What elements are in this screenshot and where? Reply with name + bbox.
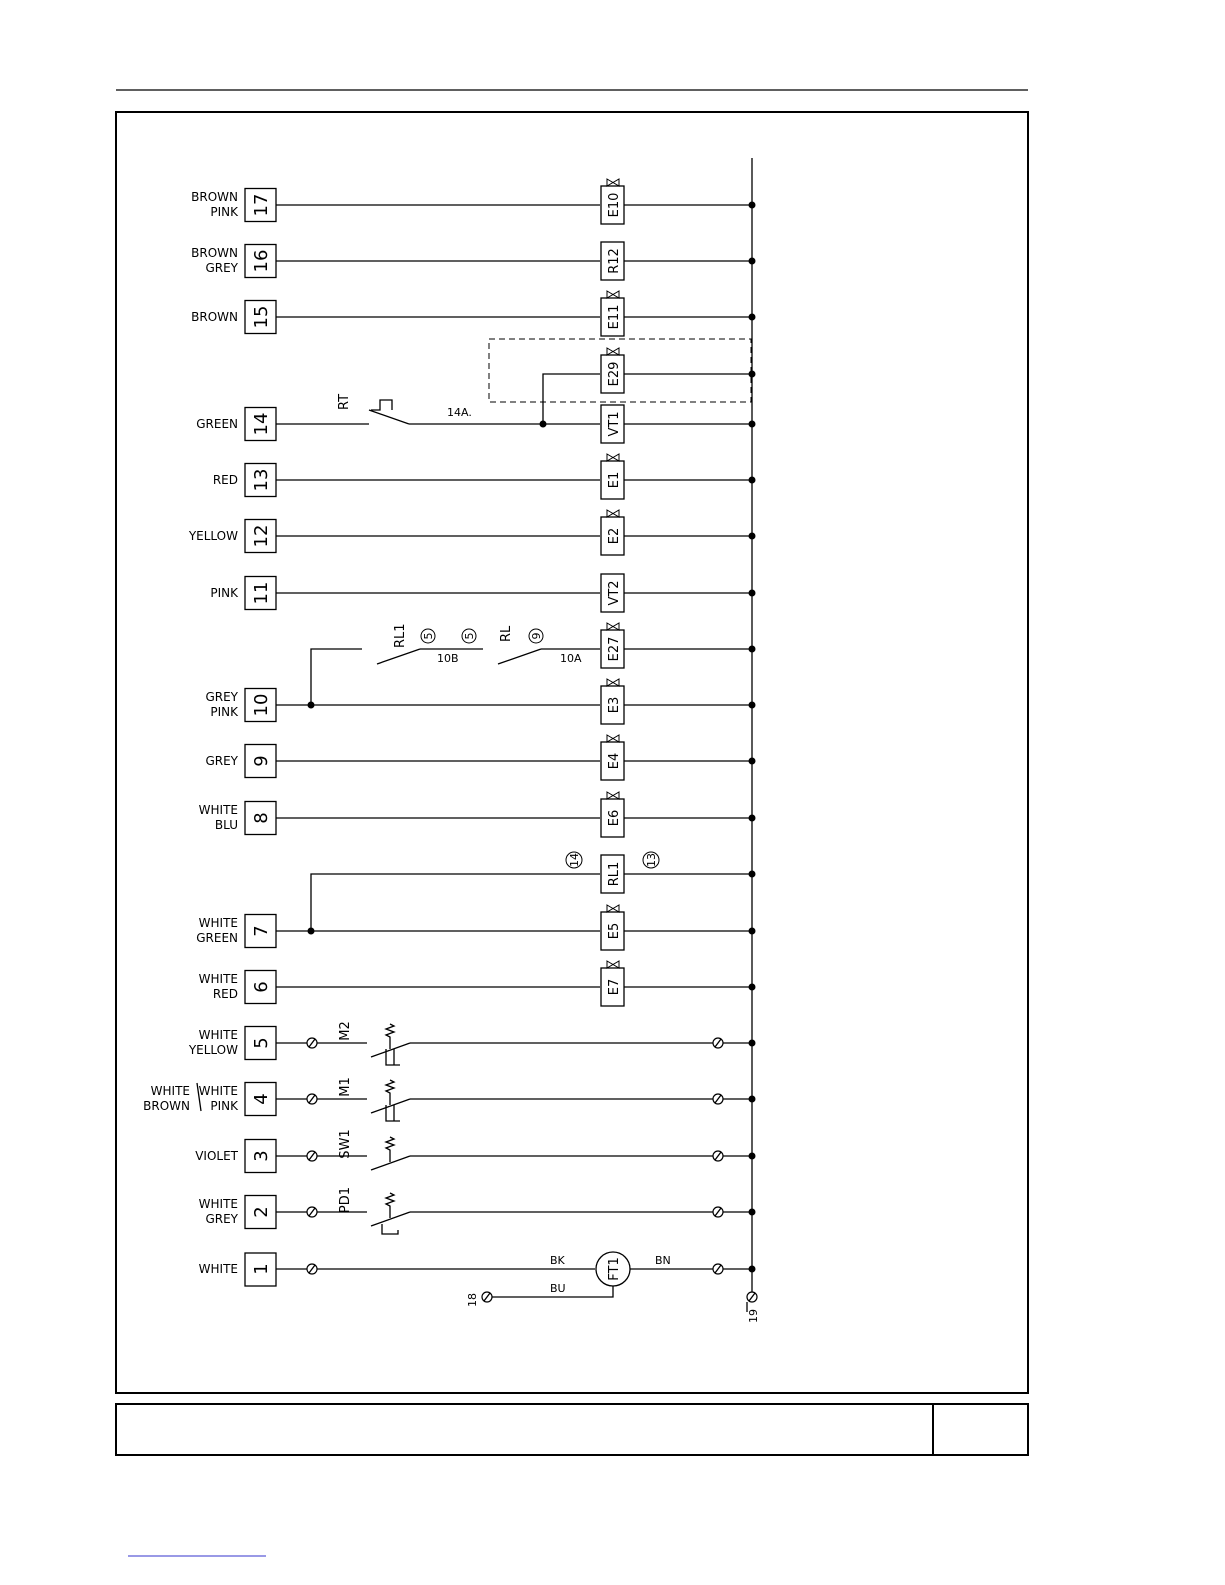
terminal-number: 9 <box>251 755 272 767</box>
junction-dot <box>749 590 756 597</box>
junction-dot <box>308 928 315 935</box>
spring-icon <box>386 1024 394 1049</box>
terminal-number: 15 <box>251 305 272 329</box>
junction-dot <box>749 477 756 484</box>
component-label: E6 <box>607 809 622 827</box>
terminal-number: 5 <box>251 1037 272 1049</box>
rl-label: RL <box>499 625 514 642</box>
wire-colour: GREEN <box>196 931 238 945</box>
switch-row <box>143 1077 755 1121</box>
pin-5b: 5 <box>463 632 476 640</box>
pin-5a: 5 <box>422 632 435 640</box>
wire-colour: RED <box>212 473 238 487</box>
component-label: E1 <box>607 471 622 489</box>
wire-colour: VIOLET <box>195 1149 238 1163</box>
component-label: E10 <box>607 192 622 218</box>
terminal-number: 6 <box>251 981 272 993</box>
junction-dot <box>749 202 756 209</box>
terminal-number: 14 <box>251 412 272 436</box>
rt-thermostat <box>337 394 600 424</box>
bu-label: BU <box>550 1282 566 1295</box>
junction-dot <box>749 815 756 822</box>
component-label: R12 <box>607 248 622 274</box>
circuit-row <box>199 961 756 1006</box>
wire-colour-alt: PINK <box>210 1099 238 1113</box>
valve-icon <box>607 623 619 630</box>
valve-icon <box>607 348 619 355</box>
spring-icon <box>386 1137 394 1162</box>
circuit-row <box>601 855 756 893</box>
component-label: E2 <box>607 527 622 545</box>
wire-colour: WHITE <box>198 972 238 986</box>
ft1-label: FT1 <box>607 1257 622 1281</box>
wire-colour: WHITE <box>150 1084 190 1098</box>
wire-colour: GREEN <box>196 417 238 431</box>
junction-dot <box>749 314 756 321</box>
wire-14a-label: 14A. <box>447 406 472 419</box>
pin-14: 14 <box>568 853 581 867</box>
wire-colour: GREY <box>205 1212 238 1226</box>
component-label: VT2 <box>607 580 622 606</box>
valve-icon <box>607 510 619 517</box>
circuit-row <box>210 574 755 612</box>
wire-colour: WHITE <box>198 1197 238 1211</box>
e29-branch-wire <box>543 374 600 424</box>
rt-label: RT <box>337 393 352 410</box>
valve-icon <box>607 679 619 686</box>
wire-colour: BROWN <box>191 310 238 324</box>
component-label: VT1 <box>607 411 622 437</box>
wire-colour: WHITE <box>198 916 238 930</box>
valve-icon <box>607 735 619 742</box>
junction-dot <box>749 1266 756 1273</box>
component-label: RL1 <box>607 861 622 887</box>
bn-label: BN <box>655 1254 671 1267</box>
valve-icon <box>607 905 619 912</box>
component-label: E27 <box>607 636 622 662</box>
terminal-number: 3 <box>251 1150 272 1162</box>
circuit-row <box>601 348 756 393</box>
wire-colour: PINK <box>210 586 238 600</box>
spring-icon <box>386 1193 394 1218</box>
wire-colour: PINK <box>210 705 238 719</box>
terminal-number: 2 <box>251 1206 272 1218</box>
junction-dot <box>749 1209 756 1216</box>
valve-icon <box>607 291 619 298</box>
valve-icon <box>607 179 619 186</box>
wire-colour: WHITE <box>198 1028 238 1042</box>
switch-label: SW1 <box>338 1129 353 1159</box>
junction-dot <box>749 1153 756 1160</box>
switch-label: M2 <box>338 1021 353 1041</box>
terminal-number: 11 <box>251 581 272 605</box>
terminal-number: 1 <box>251 1263 272 1275</box>
pin-9: 9 <box>530 632 543 640</box>
terminal-number: 13 <box>251 468 272 492</box>
pressure-icon <box>382 1224 398 1234</box>
circuit-row <box>213 454 756 499</box>
valve-icon <box>607 792 619 799</box>
junction-dot <box>308 702 315 709</box>
switch-label: M1 <box>338 1077 353 1097</box>
junction-dot <box>749 702 756 709</box>
junction-dot <box>749 371 756 378</box>
valve-icon <box>607 454 619 461</box>
switch-row <box>195 1129 755 1172</box>
terminal-number: 7 <box>251 925 272 937</box>
circuit-row <box>188 510 756 555</box>
junction-dot <box>749 533 756 540</box>
wire-10b-label: 10B <box>437 652 459 665</box>
junction-dot <box>749 1040 756 1047</box>
wire-colour: RED <box>212 987 238 1001</box>
component-label: E7 <box>607 978 622 996</box>
circuit-row <box>205 679 755 724</box>
junction-dot <box>749 1096 756 1103</box>
switch-row <box>199 1187 756 1234</box>
relay-contacts <box>308 623 601 708</box>
title-block <box>116 1404 1028 1455</box>
wire-colour: BROWN <box>191 190 238 204</box>
terminal-19: 19 <box>747 1309 760 1323</box>
terminal-number: 12 <box>251 524 272 548</box>
wire-colour: WHITE <box>198 1262 238 1276</box>
valve-icon <box>607 961 619 968</box>
wire-colour: PINK <box>210 205 238 219</box>
wire-colour: YELLOW <box>188 529 238 543</box>
junction-dot <box>749 421 756 428</box>
terminal-number: 16 <box>251 249 272 273</box>
wire-colour: GREY <box>205 690 238 704</box>
terminal-number: 8 <box>251 812 272 824</box>
circuit-row <box>205 735 755 780</box>
ft1-row <box>199 1252 760 1323</box>
wire-colour: BLU <box>214 818 238 832</box>
component-label: E11 <box>607 304 622 330</box>
spring-icon <box>386 1080 394 1105</box>
circuit-row <box>199 792 756 837</box>
circuit-row <box>191 242 755 280</box>
bk-label: BK <box>550 1254 565 1267</box>
junction-dot <box>749 984 756 991</box>
wire-colour: BROWN <box>191 246 238 260</box>
junction-dot <box>749 646 756 653</box>
switch-row <box>188 1021 756 1065</box>
terminal-number: 17 <box>251 193 272 217</box>
rl1-label: RL1 <box>393 623 408 648</box>
terminal-number: 4 <box>251 1093 272 1105</box>
wire-10a-label: 10A <box>560 652 582 665</box>
wire-colour: GREY <box>205 754 238 768</box>
component-label: E5 <box>607 922 622 940</box>
junction-dot <box>749 871 756 878</box>
junction-dot <box>749 928 756 935</box>
circuit-row <box>601 623 756 668</box>
junction-dot <box>749 758 756 765</box>
junction-dot <box>749 258 756 265</box>
pin-13: 13 <box>645 853 658 867</box>
component-label: E29 <box>607 361 622 387</box>
circuit-row <box>196 905 755 950</box>
switch-label: PD1 <box>338 1186 353 1214</box>
terminal-number: 10 <box>251 693 272 717</box>
wire-colour: WHITE <box>198 803 238 817</box>
component-label: E3 <box>607 696 622 714</box>
wire-colour: YELLOW <box>188 1043 238 1057</box>
component-label: E4 <box>607 752 622 770</box>
wire-colour: GREY <box>205 261 238 275</box>
circuit-row <box>191 179 755 224</box>
wire-colour-alt: WHITE <box>198 1084 238 1098</box>
terminal-18: 18 <box>466 1293 479 1307</box>
circuit-row <box>191 291 755 336</box>
wire-colour: BROWN <box>143 1099 190 1113</box>
